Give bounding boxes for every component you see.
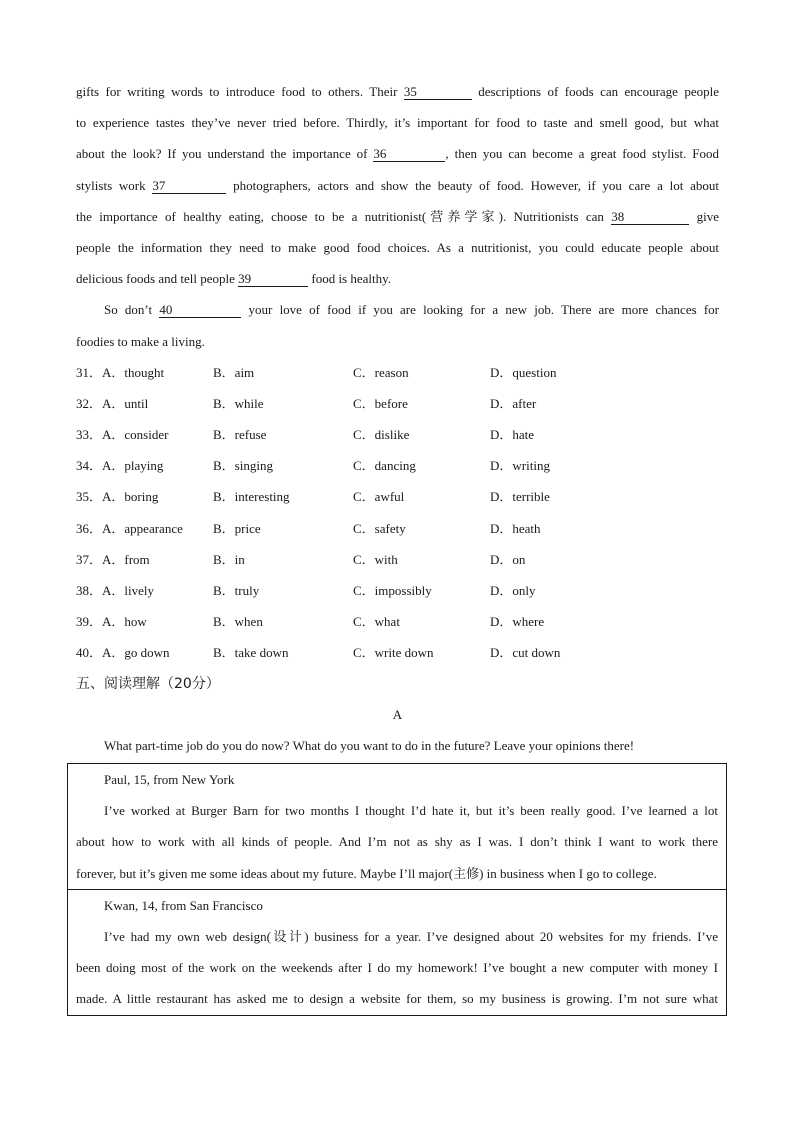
option-b[interactable]: B．interesting (213, 489, 290, 505)
entry-kwan (68, 890, 726, 1015)
passage-label: A (392, 706, 403, 722)
option-c[interactable]: C．reason (353, 364, 409, 380)
passage-line: foodies to make a living. (76, 333, 205, 349)
entry-author: Kwan, 14, from San Francisco (104, 897, 263, 913)
option-c[interactable]: C．impossibly (353, 583, 432, 598)
option-a[interactable]: A．playing (102, 458, 164, 474)
option-d[interactable]: D．cut down (490, 645, 561, 661)
option-a[interactable]: A．appearance (102, 520, 183, 536)
option-d[interactable]: D．writing (490, 458, 550, 474)
option-b[interactable]: B．when (213, 614, 263, 630)
option-d[interactable]: D．after (490, 395, 537, 411)
blank-38: 38 (611, 210, 689, 225)
option-c[interactable]: C．dislike (353, 427, 410, 443)
option-b[interactable]: B．in (213, 551, 245, 567)
passage-line: gifts for writing words to introduce food to others. Their 35 descriptions of foods can encourage people (76, 84, 720, 99)
entry-author: Paul, 15, from New York (104, 772, 235, 787)
option-d[interactable]: D．heath (490, 520, 541, 536)
entry-line: I’ve had my own web design(设计) business for a year. I’ve designed about 20 websites for my friends. I’ve (104, 928, 718, 944)
blank-40: 40 (159, 303, 241, 318)
entry-line: forever, but it’s given me some ideas about my future. Maybe I’ll major(主修) in business when I go to college. (76, 865, 657, 881)
option-a[interactable]: A．thought (102, 364, 165, 380)
option-b[interactable]: B．singing (213, 458, 273, 474)
option-row: 35．A．boring B．interesting C．awful D．terrible (76, 481, 719, 512)
option-d[interactable]: D．only (490, 583, 536, 598)
passage-line: people the information they need to make good food choices. As a nutritionist, you could educate people about (76, 239, 719, 255)
option-row: 39．A．how B．when C．what D．where (76, 606, 719, 637)
entry-line: about how to work with all kinds of people. And I’m not as shy as I was. I don’t think I want to work there (76, 834, 718, 850)
option-row: 40．A．go down B．take down C．write down D．cut down (76, 637, 719, 668)
blank-37: 37 (152, 179, 226, 194)
option-d[interactable]: D．on (490, 551, 526, 567)
option-b[interactable]: B．refuse (213, 427, 267, 443)
option-b[interactable]: B．aim (213, 364, 255, 380)
passage-line: the importance of healthy eating, choose to be a nutritionist(营养学家). Nutritionists can 38 give (76, 208, 720, 224)
blank-39: 39 (238, 272, 308, 287)
option-a[interactable]: A．lively (102, 583, 155, 598)
opinions-box (67, 763, 727, 1016)
option-c[interactable]: C．safety (353, 520, 406, 536)
option-row: 38．A．lively B．truly C．impossibly D．only (76, 575, 719, 606)
option-b[interactable]: B．take down (213, 645, 289, 661)
option-a[interactable]: A．how (102, 614, 147, 630)
entry-paul (68, 764, 726, 889)
entry-line: made. A little restaurant has asked me to design a website for them, so my business is growing. I’m not sure what (76, 991, 718, 1007)
option-a[interactable]: A．from (102, 551, 150, 567)
option-row: 34．A．playing B．singing C．dancing D．writing (76, 450, 719, 481)
blank-35: 35 (404, 85, 472, 100)
option-b[interactable]: B．truly (213, 583, 260, 598)
option-row: 32．A．until B．while C．before D．after (76, 388, 719, 419)
options-list (76, 357, 719, 669)
option-row: 33．A．consider B．refuse C．dislike D．hate (76, 419, 719, 450)
option-c[interactable]: C．dancing (353, 458, 416, 474)
cloze-passage (76, 76, 719, 761)
blank-36: 36 (373, 147, 445, 162)
option-row: 31．A．thought B．aim C．reason D．question (76, 357, 719, 388)
option-a[interactable]: A．until (102, 395, 149, 411)
section-title: 五、阅读理解（20分） (76, 675, 220, 692)
option-a[interactable]: A．consider (102, 427, 169, 443)
entry-line: I’ve worked at Burger Barn for two months I thought I’d hate it, but it’s been really good. I’ve learned a lot (104, 803, 718, 819)
option-a[interactable]: A．go down (102, 645, 170, 661)
option-c[interactable]: C．awful (353, 489, 405, 505)
option-d[interactable]: D．where (490, 614, 545, 630)
option-d[interactable]: D．question (490, 364, 557, 380)
passage-line: about the look? If you understand the importance of 36 , then you can become a great food stylist. Food (76, 146, 719, 162)
option-c[interactable]: C．with (353, 551, 398, 567)
passage-line: delicious foods and tell people 39 food is healthy. (76, 271, 392, 287)
entry-line: been doing most of the work on the weekends after I do my homework! I’ve bought a new computer with money I (76, 960, 718, 976)
option-c[interactable]: C．write down (353, 645, 434, 661)
option-row: 36．A．appearance B．price C．safety D．heath (76, 513, 719, 544)
passage-line: So don’t 40 your love of food if you are looking for a new job. There are more chances for (104, 302, 720, 318)
passage-line: stylists work 37 photographers, actors and show the beauty of food. However, if you care a lot about (76, 177, 719, 193)
option-row: 37．A．from B．in C．with D．on (76, 544, 719, 575)
reading-intro: What part-time job do you do now? What do you want to do in the future? Leave your opinions there! (104, 737, 635, 753)
option-d[interactable]: D．terrible (490, 489, 550, 505)
passage-line: to experience tastes they’ve never tried before. Thirdly, it’s important for food to taste and smell good, but what (76, 115, 719, 131)
option-c[interactable]: C．what (353, 614, 400, 630)
option-a[interactable]: A．boring (102, 489, 159, 505)
option-d[interactable]: D．hate (490, 427, 535, 443)
option-b[interactable]: B．while (213, 395, 264, 411)
option-c[interactable]: C．before (353, 395, 408, 411)
option-b[interactable]: B．price (213, 520, 261, 536)
